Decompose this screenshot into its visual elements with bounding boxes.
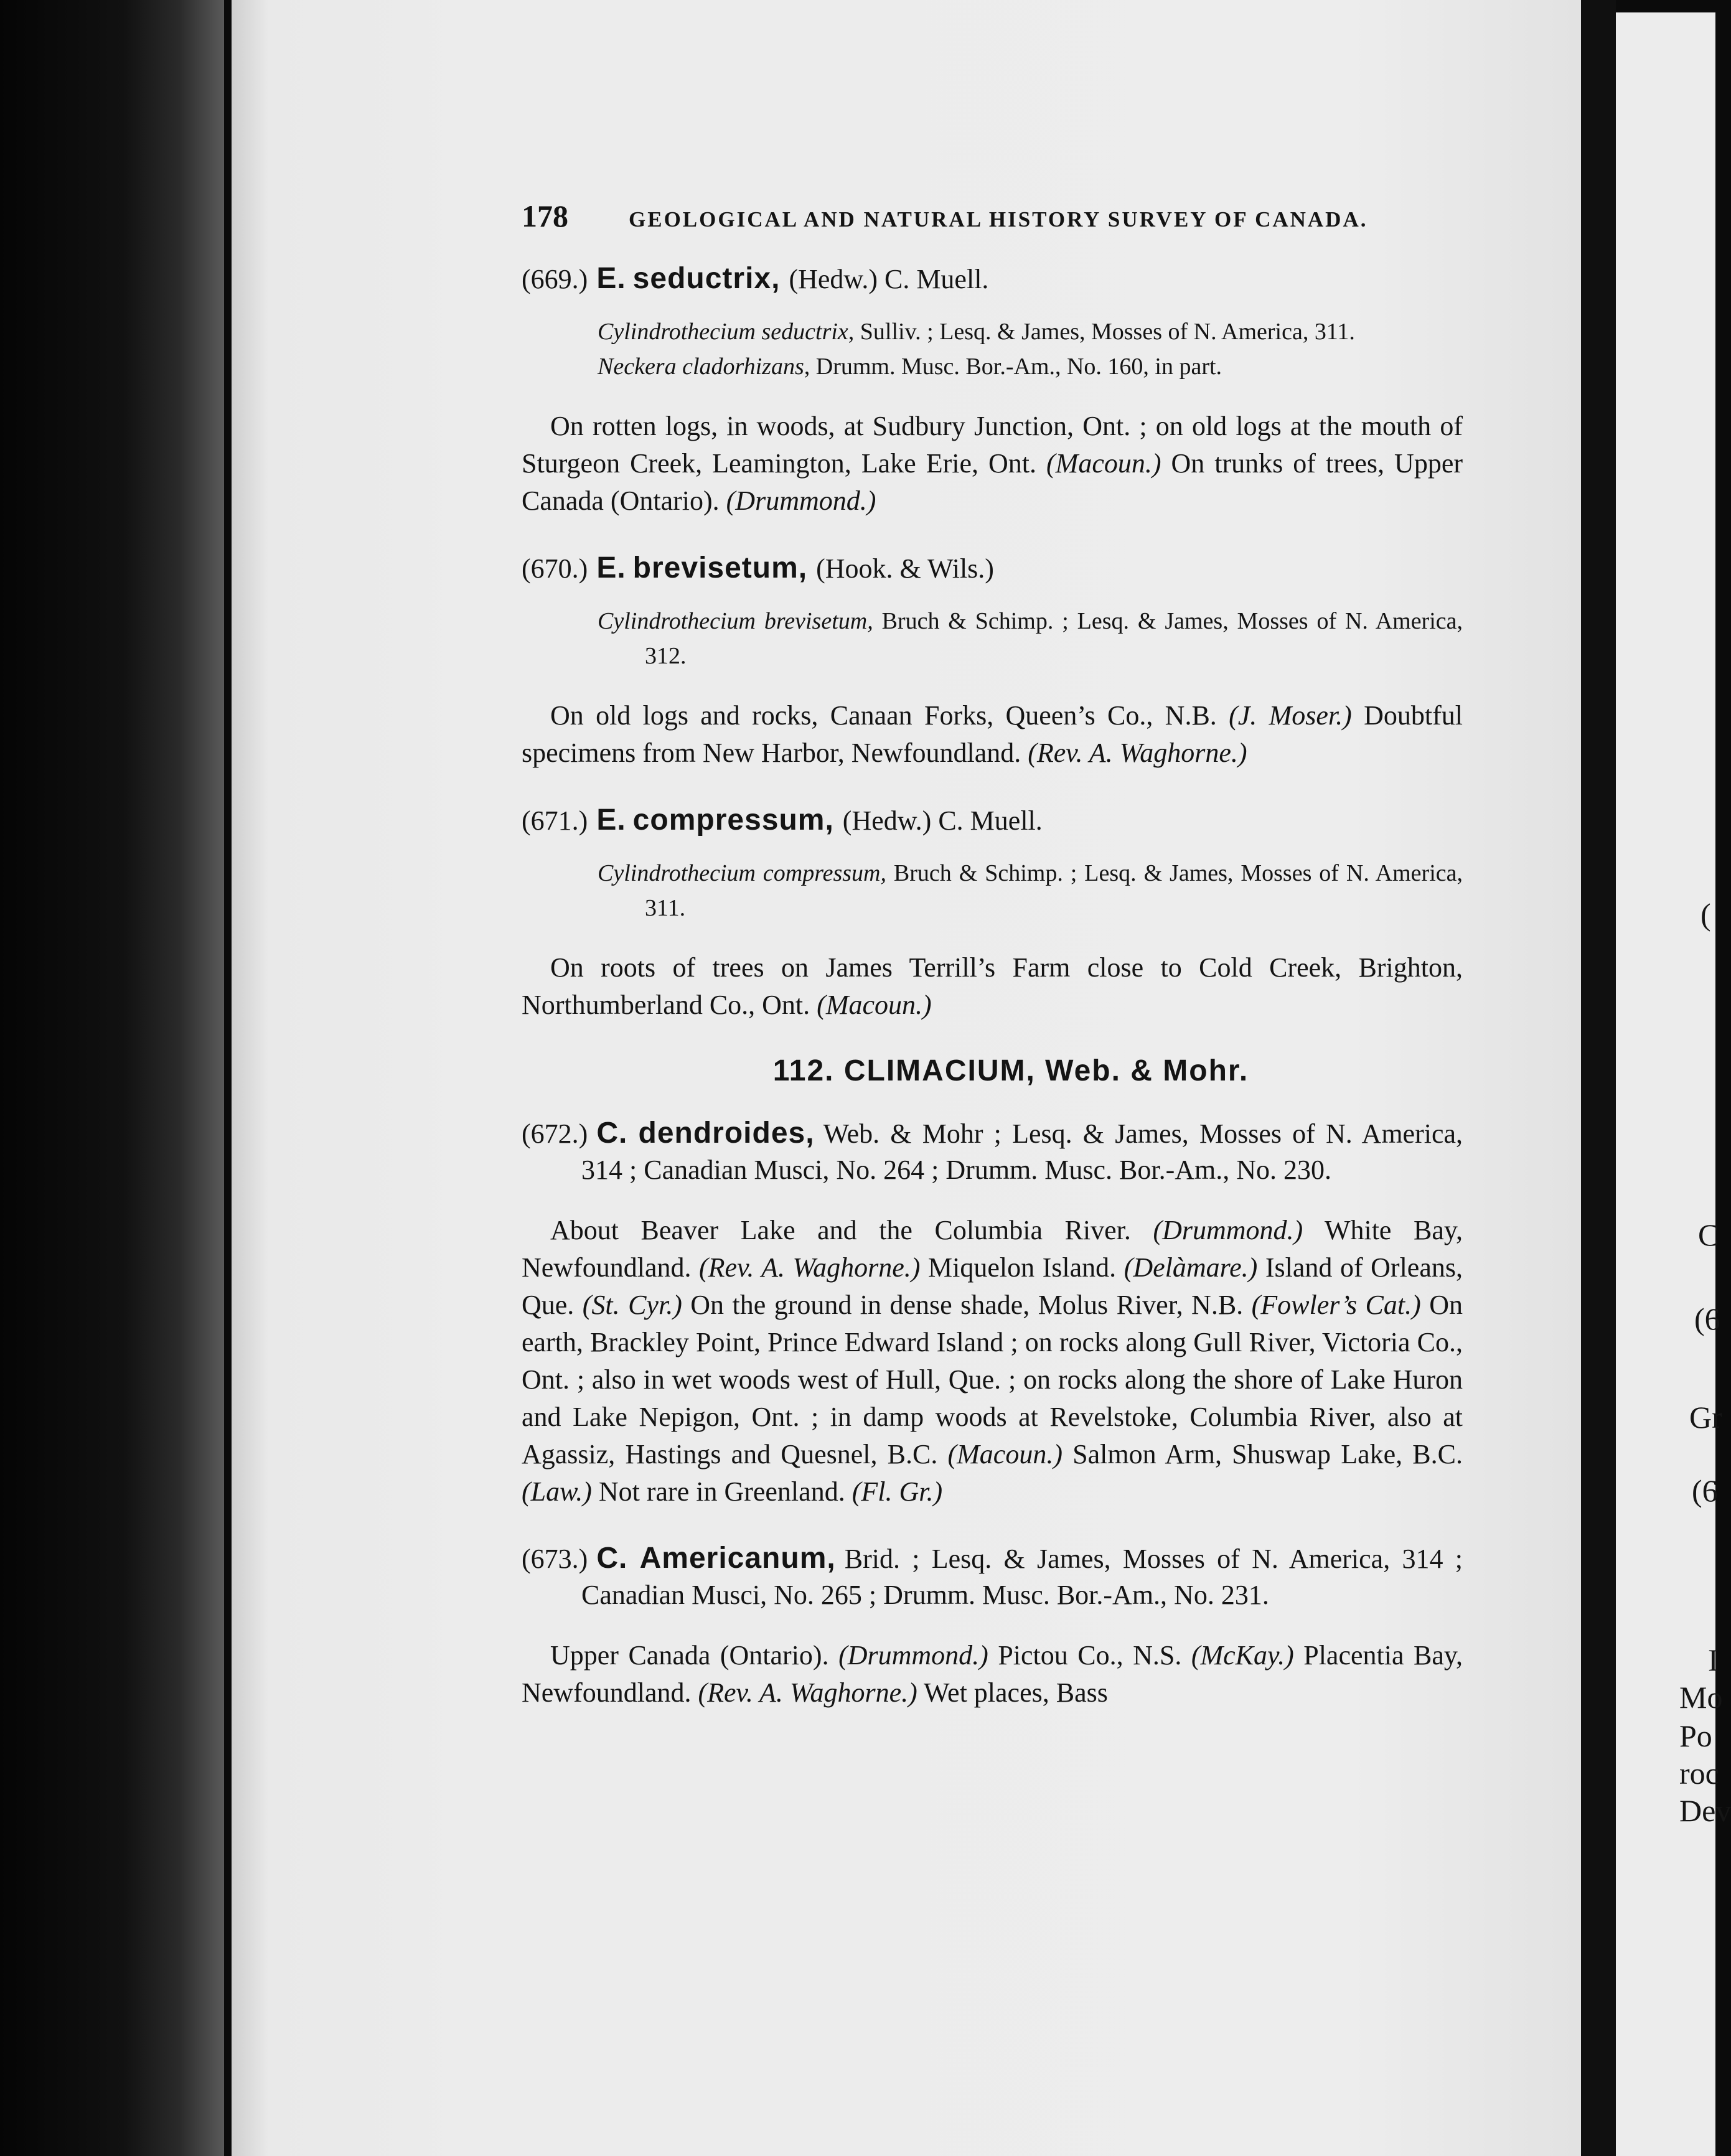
species-heading	[522, 550, 1463, 588]
synonym-list	[598, 314, 1463, 384]
genus-abbreviation: E.	[596, 262, 626, 295]
species-heading	[522, 1540, 1463, 1613]
collector-citation: (Delàmare.)	[1124, 1252, 1258, 1283]
collector-citation: (J. Moser.)	[1229, 700, 1352, 731]
species-heading	[522, 260, 1463, 298]
synonym	[598, 314, 1463, 349]
species-number: (670.)	[522, 553, 588, 584]
locality-text: On roots of trees on James Terrill’s Farm close to Cold Creek, Brighton, Northumberland Co., Ont.	[522, 952, 1463, 1020]
running-head-title: GEOLOGICAL AND NATURAL HISTORY SURVEY OF CANADA.	[629, 207, 1368, 232]
species-number: (673.)	[522, 1544, 588, 1574]
species-author: (Hedw.) C. Muell.	[842, 805, 1043, 836]
species-author: Brid. ; Lesq. & James, Mosses of N. America, 314 ; Canadian Musci, No. 265 ; Drumm. Musc. Bor.-Am., No. 231.	[581, 1544, 1463, 1610]
species-epithet: brevisetum,	[632, 551, 808, 584]
next-page-fragment: I	[1708, 1643, 1719, 1677]
collector-citation: (Rev. A. Waghorne.)	[698, 1677, 917, 1708]
collector-citation: (Drummond.)	[1153, 1215, 1303, 1245]
next-page-fragment: roc	[1679, 1756, 1719, 1791]
next-page-fragment: Dev	[1679, 1793, 1731, 1828]
species-heading	[522, 1115, 1463, 1188]
locality-text: Placentia Bay, Newfoundland.	[522, 1640, 1463, 1708]
locality-paragraph	[522, 408, 1463, 520]
synonym-reference: Bruch & Schimp. ; Lesq. & James, Mosses of N. America, 311.	[645, 860, 1463, 921]
next-page-fragment: C	[1698, 1217, 1719, 1252]
species-author: Web. & Mohr ; Lesq. & James, Mosses of N. America, 314 ; Canadian Musci, No. 264 ; Drumm. Musc. Bor.-Am., No. 230.	[581, 1118, 1463, 1185]
collector-citation: (Drummond.)	[726, 485, 876, 516]
synonym	[598, 349, 1463, 384]
locality-text: Salmon Arm, Shuswap Lake, B.C.	[1063, 1439, 1463, 1469]
next-page-fragment: Gr	[1689, 1400, 1722, 1435]
locality-text: Island of Orleans, Que.	[522, 1252, 1463, 1320]
collector-citation: (Macoun.)	[1046, 448, 1161, 479]
collector-citation: (Drummond.)	[838, 1640, 988, 1671]
species-entry	[522, 550, 1463, 772]
page-gutter	[1581, 0, 1616, 2156]
locality-paragraph	[522, 949, 1463, 1024]
book-binding	[0, 0, 224, 2156]
species-epithet: Americanum,	[639, 1542, 836, 1575]
locality-text: White Bay, Newfoundland.	[522, 1215, 1463, 1283]
locality-text: Wet places, Bass	[917, 1677, 1108, 1708]
species-entry	[522, 1540, 1463, 1712]
synonym-reference: Sulliv. ; Lesq. & James, Mosses of N. America, 311.	[854, 319, 1355, 345]
running-head	[522, 198, 1463, 234]
collector-citation: (Fowler’s Cat.)	[1251, 1290, 1421, 1320]
species-entry	[522, 802, 1463, 1024]
locality-text: Miquelon Island.	[920, 1252, 1124, 1283]
locality-text: Doubtful specimens from New Harbor, Newfoundland.	[522, 700, 1463, 768]
locality-paragraph	[522, 1637, 1463, 1712]
synonym-name: Neckera cladorhizans,	[598, 354, 810, 380]
collector-citation: (Macoun.)	[947, 1439, 1063, 1469]
locality-text: About Beaver Lake and the Columbia River.	[550, 1215, 1153, 1245]
locality-text: Upper Canada (Ontario).	[550, 1640, 839, 1671]
collector-citation: (Fl. Gr.)	[851, 1476, 943, 1507]
species-number: (669.)	[522, 264, 588, 294]
species-number: (671.)	[522, 805, 588, 836]
next-page-fragment: (6	[1694, 1301, 1720, 1336]
genus-abbreviation: C.	[596, 1542, 628, 1575]
collector-citation: (Rev. A. Waghorne.)	[699, 1252, 921, 1283]
genus-heading: 112. CLIMACIUM, Web. & Mohr.	[772, 1054, 1249, 1087]
collector-citation: (Macoun.)	[817, 990, 932, 1020]
collector-citation: (St. Cyr.)	[582, 1290, 682, 1320]
species-epithet: dendroides,	[638, 1117, 815, 1150]
locality-text: On the ground in dense shade, Molus River, N.B.	[682, 1290, 1252, 1320]
locality-paragraph	[522, 697, 1463, 772]
synonym-list	[598, 856, 1463, 926]
synonym-name: Cylindrothecium seductrix,	[598, 319, 855, 345]
next-page-fragment: (6	[1692, 1473, 1718, 1508]
species-number: (672.)	[522, 1118, 588, 1149]
locality-text: On earth, Brackley Point, Prince Edward Island ; on rocks along Gull River, Victoria Co., Ont. ; also in wet woods west of Hull, Que. ; on rocks along the shore of Lake Huron and Lake Nepigon, Ont. ; in damp woods at Revelstoke, Columbia River, also at Agassiz, Hastings and Quesnel, B.C.	[522, 1290, 1463, 1469]
genus-abbreviation: E.	[596, 551, 626, 584]
next-page-fragment: Po	[1679, 1718, 1712, 1753]
synonym-name: Cylindrothecium compressum,	[598, 860, 886, 886]
species-author: (Hook. & Wils.)	[816, 553, 994, 584]
collector-citation: (Law.)	[522, 1476, 592, 1507]
synonym-reference: Drumm. Musc. Bor.-Am., No. 160, in part.	[810, 354, 1222, 380]
synonym	[598, 856, 1463, 926]
next-page-fragment: Mo	[1679, 1680, 1723, 1715]
locality-text: Pictou Co., N.S.	[988, 1640, 1191, 1671]
species-epithet: compressum,	[632, 804, 834, 837]
species-heading	[522, 802, 1463, 840]
synonym-name: Cylindrothecium brevisetum,	[598, 608, 873, 634]
synonym-list	[598, 604, 1463, 673]
next-page-edge	[1616, 12, 1731, 2156]
synonym-reference: Bruch & Schimp. ; Lesq. & James, Mosses of N. America, 312.	[645, 608, 1463, 669]
synonym	[598, 604, 1463, 673]
species-author: (Hedw.) C. Muell.	[789, 264, 989, 294]
locality-text: Not rare in Greenland.	[591, 1476, 852, 1507]
species-epithet: seductrix,	[632, 262, 781, 295]
species-entry	[522, 260, 1463, 520]
page-number: 178	[522, 199, 568, 233]
locality-text: On trunks of trees, Upper Canada (Ontario).	[522, 448, 1463, 516]
genus-abbreviation: C.	[596, 1117, 628, 1150]
locality-text: On old logs and rocks, Canaan Forks, Queen’s Co., N.B.	[550, 700, 1229, 731]
next-page-fragment: (	[1701, 897, 1711, 932]
locality-paragraph	[522, 1212, 1463, 1511]
page-text	[522, 198, 1463, 1741]
collector-citation: (McKay.)	[1191, 1640, 1294, 1671]
locality-text: On rotten logs, in woods, at Sudbury Junction, Ont. ; on old logs at the mouth of Sturgeon Creek, Leamington, Lake Erie, Ont.	[522, 411, 1463, 479]
genus-abbreviation: E.	[596, 804, 626, 837]
species-entry	[522, 1115, 1463, 1511]
collector-citation: (Rev. A. Waghorne.)	[1028, 738, 1247, 768]
